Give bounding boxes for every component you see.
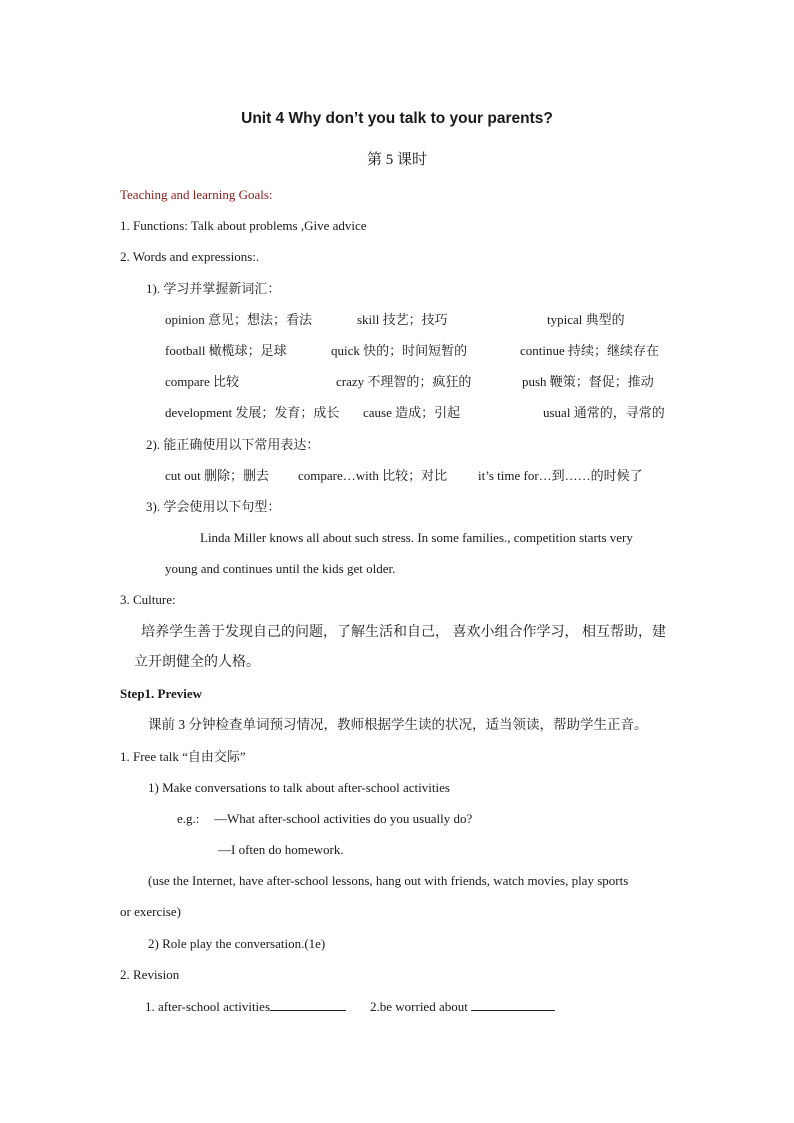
vocab-item: skill 技艺；技巧 (357, 312, 448, 327)
learn-words-heading: 1). 学习并掌握新词汇： (146, 281, 281, 296)
culture-text: 立开朗健全的人格。 (134, 655, 260, 670)
vocab-item: development 发展；发育；成长 (165, 405, 340, 420)
step1-heading: Step1. Preview (120, 686, 203, 701)
page-title: Unit 4 Why don’t you talk to your parents? (241, 110, 553, 127)
expressions-heading: 2). 能正确使用以下常用表达： (146, 437, 320, 452)
preview-text: 课前 3 分钟检查单词预习情况，教师根据学生读的状况，适当领读，帮助学生正音。 (148, 717, 648, 732)
culture-text: 培养学生善于发现自己的问题，了解生活和自己， 喜欢小组合作学习， 相互帮助，建 (141, 625, 666, 640)
free-talk-heading: 1. Free talk “自由交际” (120, 749, 246, 764)
sentences-heading: 3). 学会使用以下句型： (146, 499, 281, 514)
vocab-item: quick 快的；时间短暂的 (331, 343, 468, 358)
role-play: 2) Role play the conversation.(1e) (148, 936, 326, 951)
revision-item (370, 998, 555, 1015)
vocab-item: crazy 不理智的；疯狂的 (336, 374, 472, 389)
expression-item: compare…with 比较；对比 (298, 468, 448, 483)
words-heading: 2. Words and expressions:. (120, 249, 260, 264)
make-conversation: 1) Make conversations to talk about after-school activities (148, 780, 450, 795)
expression-item: cut out 删除；删去 (165, 468, 269, 483)
functions-line: 1. Functions: Talk about problems ,Give advice (120, 218, 367, 233)
sentence-line: young and continues until the kids get older. (165, 561, 396, 576)
revision-item-label: 1. after-school activities (145, 999, 270, 1014)
vocab-item: continue 持续；继续存在 (520, 343, 660, 358)
revision-item-label: 2.be worried about (370, 999, 468, 1014)
example-label: e.g.: (177, 811, 200, 826)
answer-blank[interactable] (270, 998, 346, 1011)
vocab-item: cause 造成；引起 (363, 405, 461, 420)
goals-heading: Teaching and learning Goals: (120, 187, 273, 202)
vocab-item: football 橄榄球；足球 (165, 343, 287, 358)
culture-heading: 3. Culture: (120, 592, 176, 607)
activities-hint: (use the Internet, have after-school lessons, hang out with friends, watch movies, play sports (148, 873, 629, 888)
example-question: —What after-school activities do you usually do? (214, 811, 473, 826)
revision-item (145, 998, 346, 1015)
sentence-line: Linda Miller knows all about such stress. In some families., competition starts very (200, 530, 633, 545)
vocab-item: compare 比较 (165, 374, 240, 389)
answer-blank[interactable] (471, 998, 555, 1011)
vocab-item: typical 典型的 (547, 312, 625, 327)
vocab-item: push 鞭策；督促；推动 (522, 374, 654, 389)
activities-hint: or exercise) (120, 904, 181, 919)
expression-item: it’s time for…到……的时候了 (478, 468, 643, 483)
vocab-item: opinion 意见；想法；看法 (165, 312, 312, 327)
lesson-number: 第 5 课时 (366, 152, 427, 168)
vocab-item: usual 通常的，寻常的 (543, 405, 665, 420)
revision-heading: 2. Revision (120, 967, 180, 982)
example-answer: —I often do homework. (218, 842, 344, 857)
